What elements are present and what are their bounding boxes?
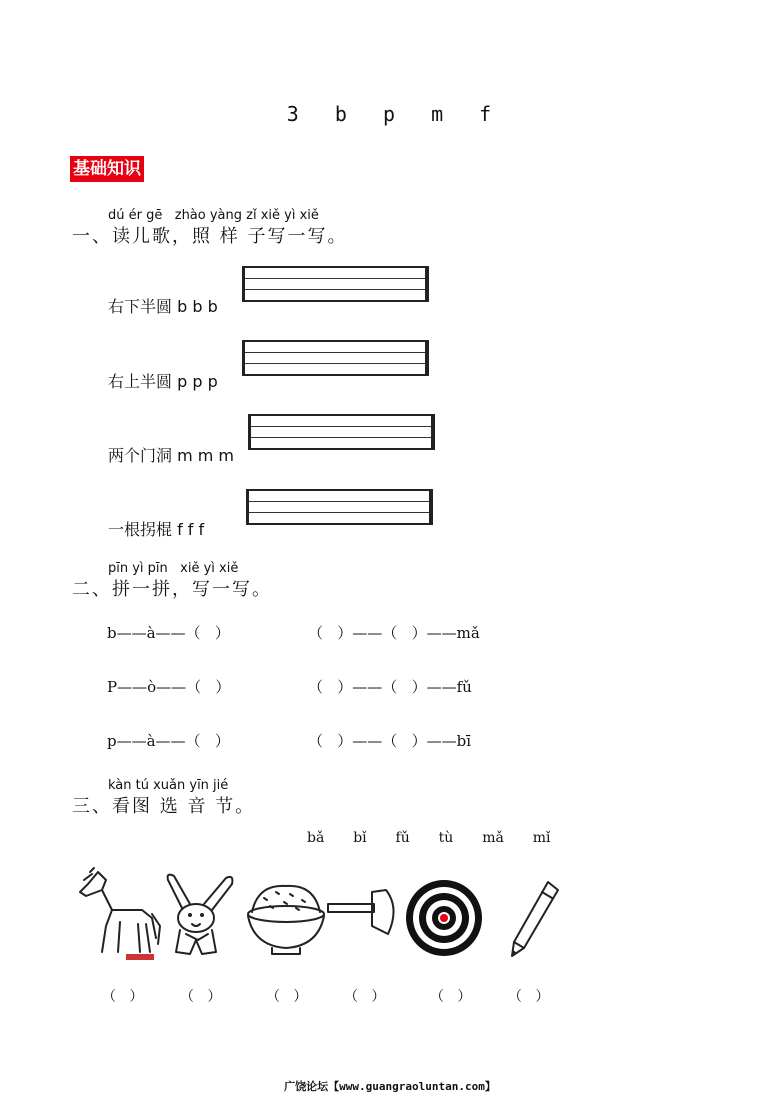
q3-pinyin: kàn tú xuǎn yīn jié	[108, 778, 229, 793]
writing-line	[249, 501, 429, 502]
writing-box[interactable]	[246, 489, 433, 525]
title-letter-m: m	[431, 102, 446, 126]
title-letter-b: b	[334, 102, 349, 126]
answer-blank[interactable]: （ ）	[344, 989, 386, 1005]
rabbit-picture	[160, 868, 240, 960]
q1-heading: 一、读儿歌，照 样 子写一写。	[72, 226, 348, 247]
writing-line	[245, 363, 425, 364]
spell-exercise-right[interactable]: （ ）——（ ）——fǔ	[308, 678, 472, 696]
writing-line	[251, 426, 431, 427]
writing-box[interactable]	[242, 266, 429, 302]
target-center-dot	[440, 914, 448, 922]
answer-blank[interactable]: （ ）	[180, 989, 222, 1005]
answer-blank[interactable]: （ ）	[266, 989, 308, 1005]
writing-line	[249, 512, 429, 513]
answer-blank[interactable]: （ ）	[102, 989, 144, 1005]
q1-row-label: 右下半圆 b b b	[108, 297, 218, 316]
target-picture	[404, 876, 484, 964]
title-letter-f: f	[479, 102, 494, 126]
writing-box[interactable]	[242, 340, 429, 376]
q1-row-label: 右上半圆 p p p	[108, 372, 218, 391]
writing-line	[251, 437, 431, 438]
horse-picture	[72, 866, 162, 962]
spell-exercise-left[interactable]: p——à——（ ）	[107, 732, 230, 750]
writing-box[interactable]	[248, 414, 435, 450]
section-badge: 基础知识	[70, 156, 144, 182]
writing-line	[245, 352, 425, 353]
q2-pinyin: pīn yì pīn xiě yì xiě	[108, 561, 239, 576]
spell-exercise-right[interactable]: （ ）——（ ）——mǎ	[308, 624, 480, 642]
spell-exercise-left[interactable]: b——à——（ ）	[107, 624, 230, 642]
axe-picture	[326, 882, 404, 942]
page-title	[0, 102, 780, 126]
syllable-options: bǎ bǐ fǔ tù mǎ mǐ	[307, 830, 551, 846]
spell-exercise-left[interactable]: P——ò——（ ）	[107, 678, 231, 696]
spell-exercise-right[interactable]: （ ）——（ ）——bī	[308, 732, 472, 750]
title-number: 3	[286, 102, 301, 126]
footer-source: 广饶论坛【www.guangraoluntan.com】	[284, 1080, 496, 1093]
pencil-picture	[506, 878, 562, 962]
title-letter-p: p	[382, 102, 398, 126]
q1-row-label: 一根拐棍 f f f	[108, 520, 205, 539]
answer-blank[interactable]: （ ）	[430, 989, 472, 1005]
rice-bowl-picture	[244, 876, 328, 960]
q2-heading: 二、拼一拼，写一写。	[72, 579, 272, 600]
writing-line	[245, 289, 425, 290]
q1-row-label: 两个门洞 m m m	[108, 446, 235, 465]
q3-heading: 三、看图 选 音 节。	[72, 796, 256, 817]
answer-blank[interactable]: （ ）	[508, 989, 550, 1005]
q1-pinyin: dú ér gē zhào yàng zǐ xiě yì xiě	[108, 208, 319, 223]
writing-line	[245, 278, 425, 279]
